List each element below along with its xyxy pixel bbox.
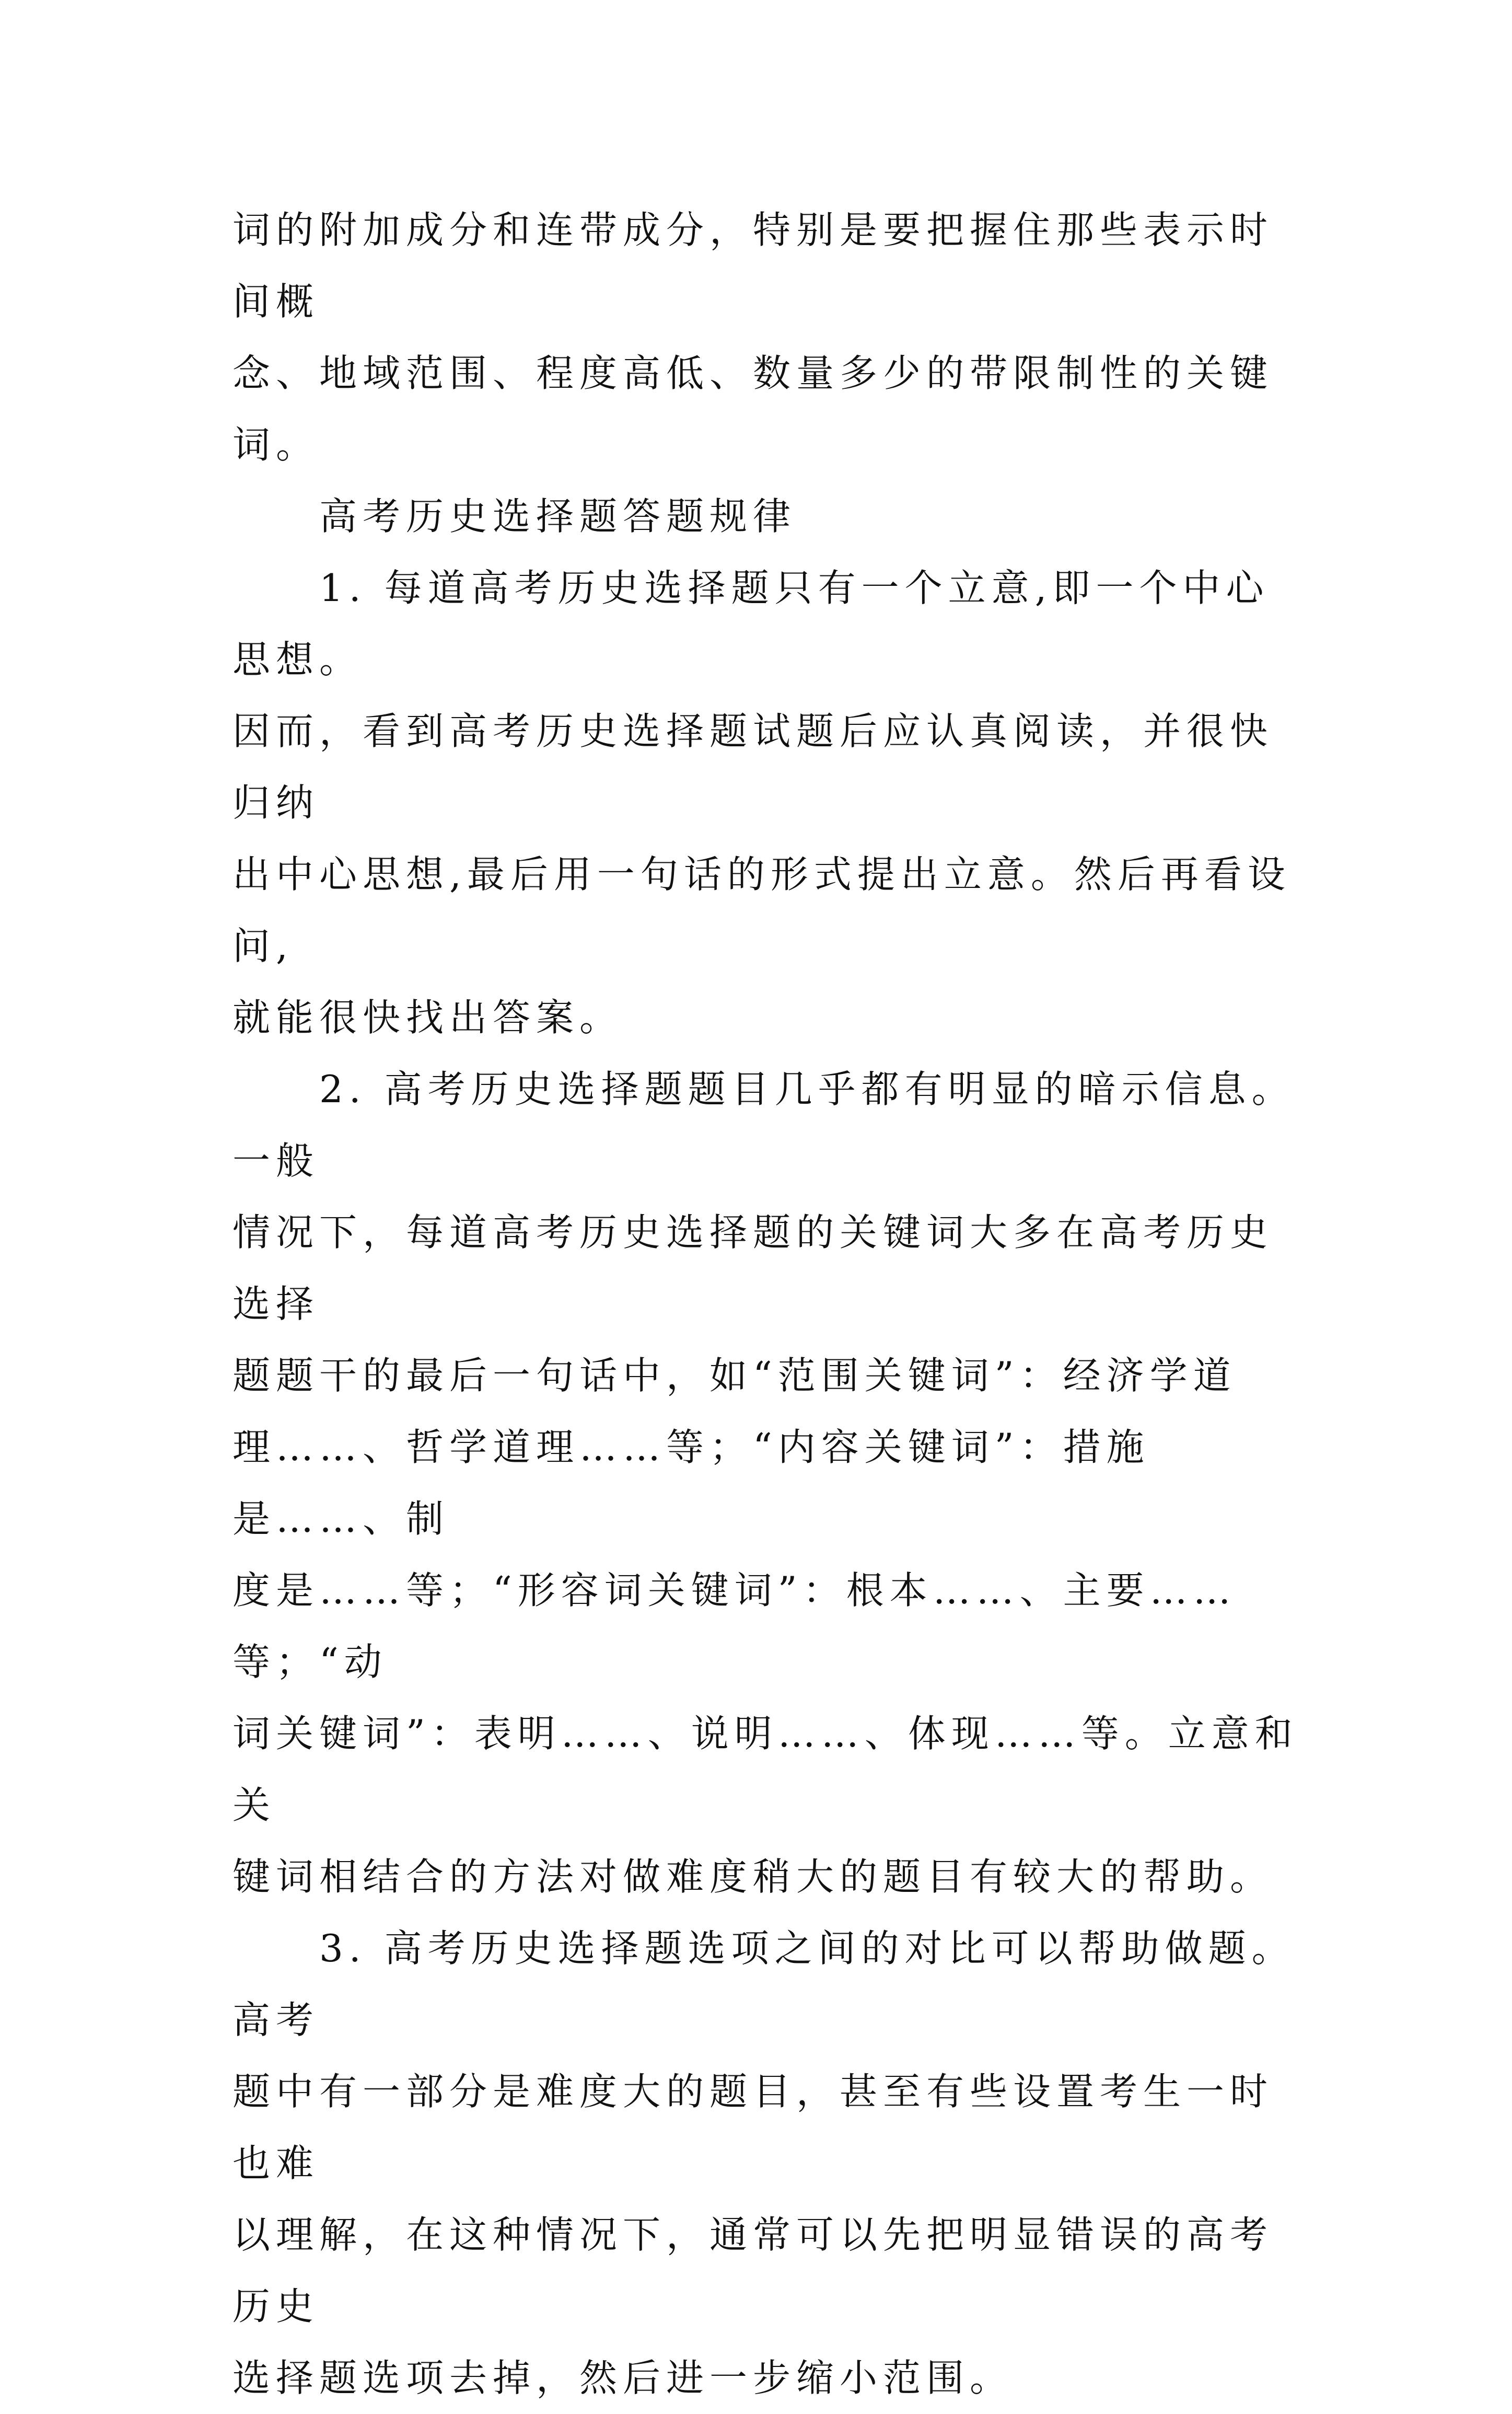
section-heading: 高考历史选择题答题规律 <box>319 494 797 538</box>
paragraph-rule-2: 2. 高考历史选择题题目几乎都有明显的暗示信息。一般 情况下，每道高考历史选择题的关键词大多在高考历史选择 题题干的最后一句话中，如“范围关键词”：经济学道 理……、哲学道理……等；“内容关键词”：措施是……、制 度是……等；“形容词关键词”：根本……、主要……等；“动 词关键词”：表明……、说明……、体现……等。立意和关 键词相结合的方法对做难度稍大的题目有较大的帮助。 <box>232 1067 1298 1899</box>
paragraph-continuation: 词的附加成分和连带成分，特别是要把握住那些表示时间概 念、地域范围、程度高低、数量多少的带限制性的关键词。 <box>232 208 1274 467</box>
paragraph-rule-1: 1. 每道高考历史选择题只有一个立意,即一个中心思想。 因而，看到高考历史选择题试题后应认真阅读，并很快归纳 出中心思想,最后用一句话的形式提出立意。然后再看设问, 就能很快找出答案。 <box>232 566 1291 1039</box>
document-body <box>232 194 1298 2414</box>
paragraph-rule-3: 3. 高考历史选择题选项之间的对比可以帮助做题。高考 题中有一部分是难度大的题目，甚至有些设置考生一时也难 以理解，在这种情况下，通常可以先把明显错误的高考历史 选择题选项去掉，然后进一步缩小范围。 <box>232 1926 1295 2400</box>
